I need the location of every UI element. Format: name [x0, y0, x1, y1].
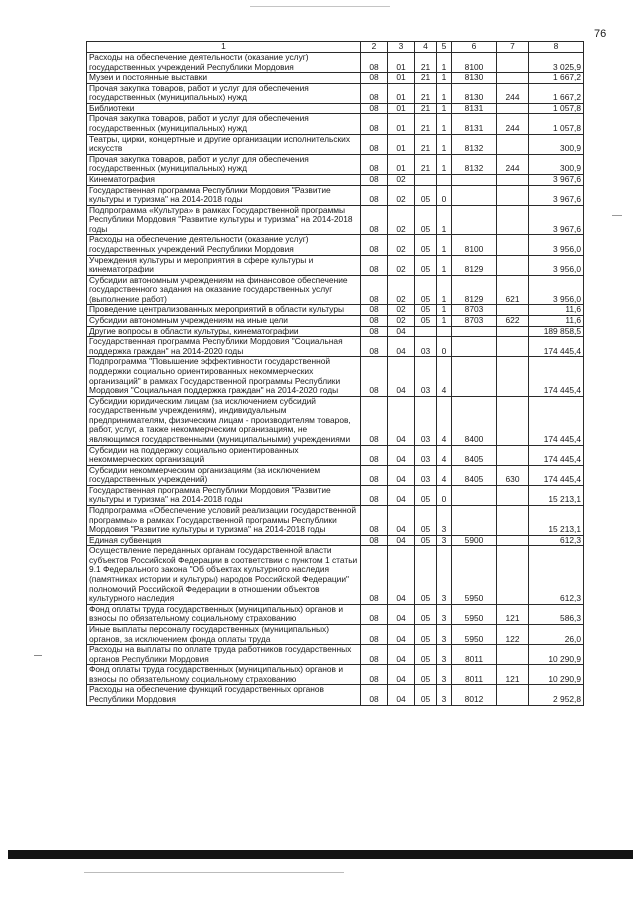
row-program: 05 [415, 305, 437, 316]
row-section: 08 [361, 53, 388, 73]
row-program: 05 [415, 645, 437, 665]
row-expense-type [497, 535, 529, 546]
table-row [87, 645, 584, 665]
row-subsection: 01 [388, 103, 415, 114]
row-amount: 174 445,4 [529, 396, 584, 445]
row-name: Единая субвенция [87, 535, 361, 546]
row-subprogram: 0 [437, 337, 452, 357]
row-amount: 1 057,8 [529, 103, 584, 114]
row-name: Подпрограмма «Обеспечение условий реализации государственной программы» в рамках Государственной программы Республики Мордовия "Развитие культуры и туризма" на 2014-2018 годы [87, 506, 361, 536]
row-subprogram: 1 [437, 53, 452, 73]
scan-edge-bar [8, 850, 633, 859]
row-subprogram: 3 [437, 506, 452, 536]
row-program: 05 [415, 205, 437, 235]
row-expense-type [497, 185, 529, 205]
row-expense-type: 122 [497, 624, 529, 644]
row-subprogram: 1 [437, 275, 452, 305]
row-program [415, 174, 437, 185]
table-row [87, 624, 584, 644]
row-subsection: 04 [388, 465, 415, 485]
row-target [452, 337, 497, 357]
row-name: Государственная программа Республики Мордовия "Развитие культуры и туризма" на 2014-2018 годы [87, 485, 361, 505]
row-expense-type [497, 506, 529, 536]
row-subsection: 02 [388, 275, 415, 305]
row-subprogram: 1 [437, 205, 452, 235]
row-subsection: 01 [388, 114, 415, 134]
row-expense-type [497, 357, 529, 396]
row-expense-type [497, 485, 529, 505]
row-name: Музеи и постоянные выставки [87, 73, 361, 84]
row-program: 03 [415, 445, 437, 465]
row-amount: 15 213,1 [529, 485, 584, 505]
row-subprogram [437, 326, 452, 337]
row-section: 08 [361, 665, 388, 685]
row-subprogram: 0 [437, 485, 452, 505]
row-target [452, 357, 497, 396]
row-amount: 586,3 [529, 604, 584, 624]
row-name: Субсидии на поддержку социально ориентированных некоммерческих организаций [87, 445, 361, 465]
table-row [87, 445, 584, 465]
row-subsection: 04 [388, 604, 415, 624]
row-program: 03 [415, 337, 437, 357]
row-amount: 174 445,4 [529, 337, 584, 357]
row-name: Подпрограмма "Повышение эффективности государственной поддержки социально ориентированных некоммерческих организаций" в рамках Государственной программы Республики Мордовия "Социальная поддержка граждан" на 2014-2020 годы [87, 357, 361, 396]
table-row [87, 275, 584, 305]
row-expense-type [497, 73, 529, 84]
row-subsection: 02 [388, 235, 415, 255]
row-expense-type: 622 [497, 316, 529, 327]
row-amount: 1 057,8 [529, 114, 584, 134]
row-target: 5900 [452, 535, 497, 546]
row-section: 08 [361, 326, 388, 337]
row-subsection: 04 [388, 645, 415, 665]
table-row [87, 535, 584, 546]
table-row [87, 73, 584, 84]
table-row [87, 604, 584, 624]
row-subsection: 01 [388, 73, 415, 84]
row-amount: 174 445,4 [529, 357, 584, 396]
row-amount: 3 956,0 [529, 235, 584, 255]
row-target: 8012 [452, 685, 497, 705]
row-subprogram: 1 [437, 154, 452, 174]
row-section: 08 [361, 103, 388, 114]
table-row [87, 337, 584, 357]
row-subprogram: 4 [437, 396, 452, 445]
scan-artifact-bottom [84, 872, 344, 873]
row-subprogram: 1 [437, 134, 452, 154]
row-subprogram: 3 [437, 604, 452, 624]
row-expense-type [497, 174, 529, 185]
row-section: 08 [361, 316, 388, 327]
row-section: 08 [361, 114, 388, 134]
row-amount: 300,9 [529, 154, 584, 174]
row-subsection: 02 [388, 255, 415, 275]
budget-table [86, 41, 584, 706]
row-subsection: 04 [388, 396, 415, 445]
row-expense-type: 630 [497, 465, 529, 485]
row-target [452, 506, 497, 536]
row-expense-type [497, 255, 529, 275]
table-row [87, 235, 584, 255]
row-name: Субсидии автономным учреждениям на финансовое обеспечение государственного задания на оказание государственных услуг (выполнение работ) [87, 275, 361, 305]
row-expense-type: 244 [497, 114, 529, 134]
row-program: 05 [415, 546, 437, 604]
row-subprogram: 3 [437, 665, 452, 685]
row-section: 08 [361, 535, 388, 546]
row-expense-type [497, 396, 529, 445]
row-subsection: 04 [388, 337, 415, 357]
row-name: Другие вопросы в области культуры, кинематографии [87, 326, 361, 337]
table-row [87, 103, 584, 114]
row-subsection: 01 [388, 53, 415, 73]
col-header-5: 5 [437, 42, 452, 53]
row-target: 8703 [452, 305, 497, 316]
row-subprogram: 3 [437, 645, 452, 665]
row-subprogram: 1 [437, 316, 452, 327]
row-subsection: 04 [388, 485, 415, 505]
row-subsection: 04 [388, 326, 415, 337]
row-target: 8132 [452, 134, 497, 154]
row-subsection: 01 [388, 83, 415, 103]
row-name: Иные выплаты персоналу государственных (муниципальных) органов, за исключением фонда оплаты труда [87, 624, 361, 644]
row-expense-type: 121 [497, 665, 529, 685]
row-program: 21 [415, 83, 437, 103]
row-section: 08 [361, 604, 388, 624]
table-row [87, 685, 584, 705]
row-name: Фонд оплаты труда государственных (муниципальных) органов и взносы по обязательному социальному страхованию [87, 604, 361, 624]
row-subprogram: 4 [437, 357, 452, 396]
scan-artifact-top [250, 6, 390, 7]
row-name: Субсидии некоммерческим организациям (за исключением государственных учреждений) [87, 465, 361, 485]
table-row [87, 396, 584, 445]
row-subprogram: 1 [437, 73, 452, 84]
row-program: 21 [415, 134, 437, 154]
row-subsection: 01 [388, 134, 415, 154]
row-subprogram: 1 [437, 305, 452, 316]
row-expense-type [497, 337, 529, 357]
row-subsection: 02 [388, 305, 415, 316]
table-row [87, 465, 584, 485]
table-row [87, 53, 584, 73]
row-name: Прочая закупка товаров, работ и услуг для обеспечения государственных (муниципальных) нужд [87, 83, 361, 103]
row-section: 08 [361, 255, 388, 275]
row-target [452, 185, 497, 205]
row-amount: 26,0 [529, 624, 584, 644]
row-target: 8131 [452, 103, 497, 114]
row-program: 05 [415, 316, 437, 327]
row-program: 05 [415, 665, 437, 685]
row-amount: 2 952,8 [529, 685, 584, 705]
table-row [87, 114, 584, 134]
row-expense-type [497, 685, 529, 705]
row-section: 08 [361, 154, 388, 174]
row-amount: 3 956,0 [529, 275, 584, 305]
row-target [452, 205, 497, 235]
row-amount: 174 445,4 [529, 465, 584, 485]
row-section: 08 [361, 185, 388, 205]
row-section: 08 [361, 645, 388, 665]
row-subsection: 04 [388, 685, 415, 705]
col-header-2: 2 [361, 42, 388, 53]
row-target: 8129 [452, 275, 497, 305]
row-name: Расходы на обеспечение деятельности (оказание услуг) государственных учреждений Республики Мордовия [87, 235, 361, 255]
row-section: 08 [361, 465, 388, 485]
row-program: 05 [415, 604, 437, 624]
row-program: 05 [415, 506, 437, 536]
row-expense-type [497, 645, 529, 665]
row-name: Государственная программа Республики Мордовия "Социальная поддержка граждан" на 2014-2020 годы [87, 337, 361, 357]
row-amount: 3 025,9 [529, 53, 584, 73]
row-target: 8100 [452, 53, 497, 73]
row-program: 21 [415, 73, 437, 84]
row-target: 5950 [452, 546, 497, 604]
row-section: 08 [361, 305, 388, 316]
table-row [87, 546, 584, 604]
table-row [87, 316, 584, 327]
row-target: 8130 [452, 73, 497, 84]
row-expense-type [497, 326, 529, 337]
row-program: 21 [415, 114, 437, 134]
row-subsection: 01 [388, 154, 415, 174]
row-section: 08 [361, 546, 388, 604]
row-section: 08 [361, 506, 388, 536]
row-name: Расходы на обеспечение деятельности (оказание услуг) государственных учреждений Республики Мордовия [87, 53, 361, 73]
table-row [87, 506, 584, 536]
row-subprogram: 1 [437, 255, 452, 275]
row-target: 8703 [452, 316, 497, 327]
row-target: 8130 [452, 83, 497, 103]
row-program: 03 [415, 396, 437, 445]
row-target: 8400 [452, 396, 497, 445]
row-name: Субсидии автономным учреждениям на иные цели [87, 316, 361, 327]
row-program: 21 [415, 154, 437, 174]
row-amount: 1 667,2 [529, 83, 584, 103]
row-expense-type: 244 [497, 83, 529, 103]
scan-artifact-right [612, 215, 622, 216]
row-expense-type [497, 235, 529, 255]
row-name: Расходы на обеспечение функций государственных органов Республики Мордовия [87, 685, 361, 705]
row-amount: 11,6 [529, 305, 584, 316]
row-name: Прочая закупка товаров, работ и услуг для обеспечения государственных (муниципальных) нужд [87, 114, 361, 134]
row-expense-type: 121 [497, 604, 529, 624]
row-expense-type [497, 305, 529, 316]
row-section: 08 [361, 134, 388, 154]
row-amount: 3 967,6 [529, 205, 584, 235]
row-subsection: 02 [388, 316, 415, 327]
row-expense-type [497, 546, 529, 604]
row-amount: 189 858,5 [529, 326, 584, 337]
row-name: Расходы на выплаты по оплате труда работников государственных органов Республики Мордовия [87, 645, 361, 665]
row-amount: 10 290,9 [529, 645, 584, 665]
table-row [87, 665, 584, 685]
row-target: 8131 [452, 114, 497, 134]
row-subprogram: 4 [437, 465, 452, 485]
row-amount: 174 445,4 [529, 445, 584, 465]
row-target: 5950 [452, 624, 497, 644]
col-header-4: 4 [415, 42, 437, 53]
row-program [415, 326, 437, 337]
row-subprogram: 3 [437, 685, 452, 705]
table-row [87, 485, 584, 505]
row-amount: 3 967,6 [529, 185, 584, 205]
table-row [87, 305, 584, 316]
row-subprogram: 3 [437, 546, 452, 604]
row-expense-type [497, 134, 529, 154]
row-target: 5950 [452, 604, 497, 624]
row-section: 08 [361, 205, 388, 235]
table-row [87, 255, 584, 275]
row-name: Кинематография [87, 174, 361, 185]
table-row [87, 174, 584, 185]
row-subsection: 04 [388, 665, 415, 685]
row-section: 08 [361, 275, 388, 305]
row-program: 05 [415, 275, 437, 305]
row-program: 21 [415, 103, 437, 114]
row-subprogram: 4 [437, 445, 452, 465]
page-number: 76 [594, 28, 607, 40]
row-subprogram: 3 [437, 535, 452, 546]
table-row [87, 205, 584, 235]
row-section: 08 [361, 445, 388, 465]
row-amount: 3 967,6 [529, 174, 584, 185]
row-amount: 300,9 [529, 134, 584, 154]
row-program: 05 [415, 485, 437, 505]
row-section: 08 [361, 73, 388, 84]
table-row [87, 185, 584, 205]
row-name: Проведение централизованных мероприятий в области культуры [87, 305, 361, 316]
row-subprogram: 1 [437, 83, 452, 103]
row-name: Фонд оплаты труда государственных (муниципальных) органов и взносы по обязательному социальному страхованию [87, 665, 361, 685]
row-subsection: 04 [388, 535, 415, 546]
row-subsection: 02 [388, 205, 415, 235]
row-name: Театры, цирки, концертные и другие организации исполнительских искусств [87, 134, 361, 154]
table-row [87, 134, 584, 154]
row-target: 8132 [452, 154, 497, 174]
row-name: Подпрограмма «Культура» в рамках Государственной программы Республики Мордовия "Развитие культуры и туризма" на 2014-2018 годы [87, 205, 361, 235]
row-subsection: 04 [388, 546, 415, 604]
row-subprogram: 0 [437, 185, 452, 205]
row-section: 08 [361, 485, 388, 505]
row-target: 8011 [452, 665, 497, 685]
row-program: 03 [415, 465, 437, 485]
row-expense-type [497, 205, 529, 235]
row-program: 05 [415, 185, 437, 205]
row-target [452, 326, 497, 337]
row-amount: 1 667,2 [529, 73, 584, 84]
row-subprogram: 1 [437, 114, 452, 134]
row-section: 08 [361, 624, 388, 644]
row-name: Библиотеки [87, 103, 361, 114]
row-amount: 3 956,0 [529, 255, 584, 275]
row-target: 8129 [452, 255, 497, 275]
row-program: 21 [415, 53, 437, 73]
row-program: 05 [415, 624, 437, 644]
row-subsection: 02 [388, 185, 415, 205]
row-subprogram [437, 174, 452, 185]
row-section: 08 [361, 174, 388, 185]
row-subsection: 04 [388, 624, 415, 644]
row-subsection: 02 [388, 174, 415, 185]
col-header-3: 3 [388, 42, 415, 53]
row-target: 8100 [452, 235, 497, 255]
row-subprogram: 1 [437, 235, 452, 255]
row-amount: 612,3 [529, 546, 584, 604]
col-header-1: 1 [87, 42, 361, 53]
row-section: 08 [361, 83, 388, 103]
row-section: 08 [361, 685, 388, 705]
row-expense-type [497, 445, 529, 465]
row-section: 08 [361, 337, 388, 357]
table-row [87, 83, 584, 103]
row-name: Прочая закупка товаров, работ и услуг для обеспечения государственных (муниципальных) нужд [87, 154, 361, 174]
row-expense-type [497, 103, 529, 114]
table-row [87, 326, 584, 337]
row-name: Государственная программа Республики Мордовия "Развитие культуры и туризма" на 2014-2018 годы [87, 185, 361, 205]
row-section: 08 [361, 357, 388, 396]
row-expense-type [497, 53, 529, 73]
row-subsection: 04 [388, 445, 415, 465]
row-subsection: 04 [388, 506, 415, 536]
table-row [87, 154, 584, 174]
row-section: 08 [361, 396, 388, 445]
row-program: 05 [415, 535, 437, 546]
row-name: Осуществление переданных органам государственной власти субъектов Российской Федерации в соответствии с пунктом 1 статьи 9.1 Федерального закона "Об объектах культурного наследия (памятниках истории и культуры) народов Российской Федерации" полномочий Российской Федерации в отношении объектов культурного наследия [87, 546, 361, 604]
row-name: Учреждения культуры и мероприятия в сфере культуры и кинематографии [87, 255, 361, 275]
row-program: 03 [415, 357, 437, 396]
row-target: 8405 [452, 465, 497, 485]
row-program: 05 [415, 255, 437, 275]
row-program: 05 [415, 685, 437, 705]
row-expense-type: 244 [497, 154, 529, 174]
row-expense-type: 621 [497, 275, 529, 305]
row-target: 8011 [452, 645, 497, 665]
row-amount: 10 290,9 [529, 665, 584, 685]
row-program: 05 [415, 235, 437, 255]
row-subprogram: 3 [437, 624, 452, 644]
row-target [452, 174, 497, 185]
row-subprogram: 1 [437, 103, 452, 114]
row-subsection: 04 [388, 357, 415, 396]
row-amount: 11,6 [529, 316, 584, 327]
row-section: 08 [361, 235, 388, 255]
col-header-8: 8 [529, 42, 584, 53]
table-header-row [87, 42, 584, 53]
table-row [87, 357, 584, 396]
col-header-7: 7 [497, 42, 529, 53]
row-name: Субсидии юридическим лицам (за исключением субсидий государственным учреждениям), индивидуальным предпринимателям, физическим лицам - производителям товаров, работ, услуг, а также некоммерческим организациям, не являющимся государственными (муниципальными) учреждениями [87, 396, 361, 445]
col-header-6: 6 [452, 42, 497, 53]
scan-artifact-left [34, 655, 42, 656]
row-target [452, 485, 497, 505]
row-amount: 15 213,1 [529, 506, 584, 536]
row-amount: 612,3 [529, 535, 584, 546]
row-target: 8405 [452, 445, 497, 465]
